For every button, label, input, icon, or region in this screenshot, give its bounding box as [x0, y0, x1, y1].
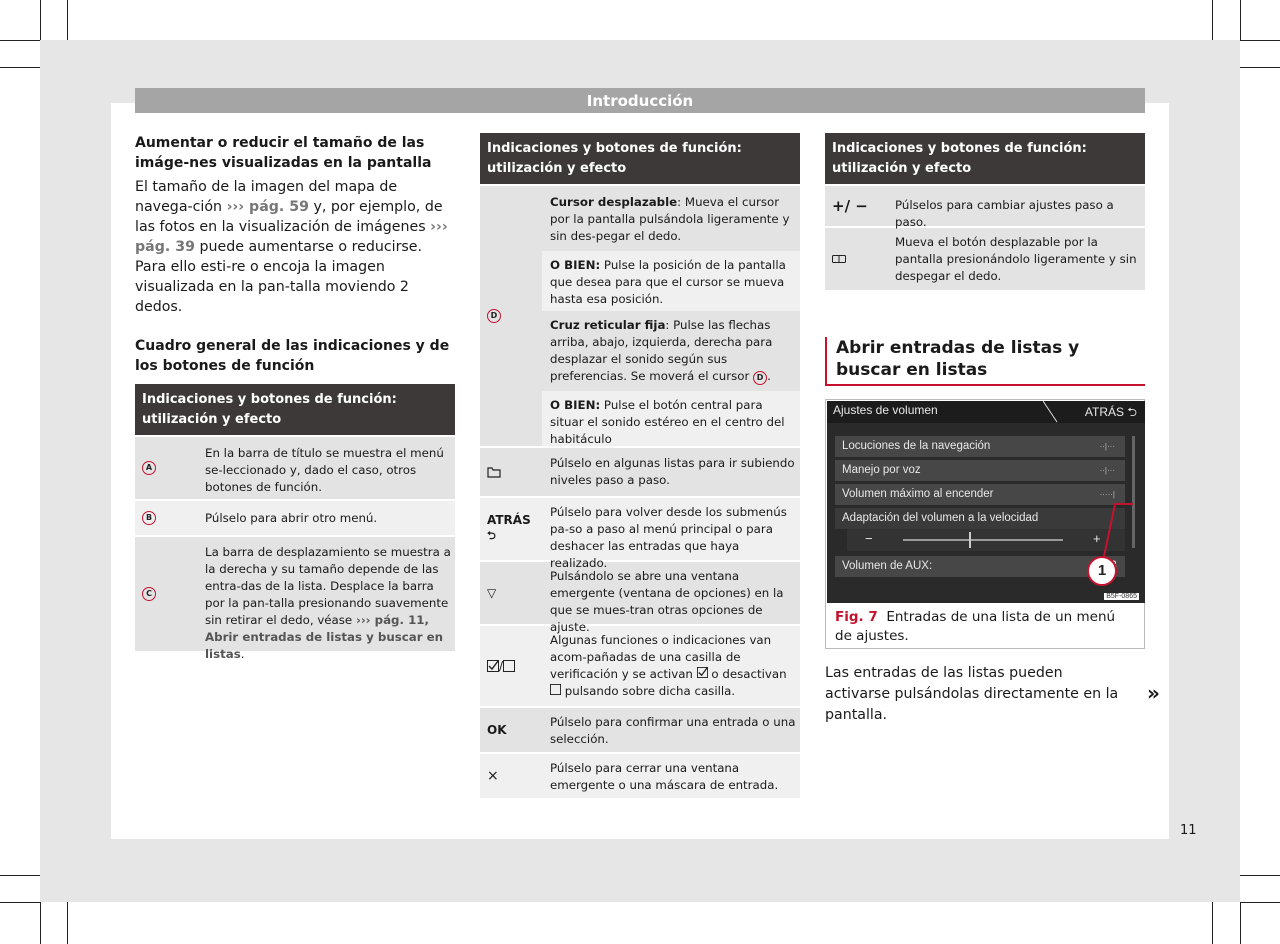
crop-mark	[0, 902, 40, 903]
back-arrow-icon: ⮌	[487, 528, 496, 542]
page-reference-link[interactable]: ››› pág. 39	[135, 219, 448, 255]
table-row	[480, 708, 800, 752]
crop-mark	[0, 40, 40, 41]
table-row	[480, 498, 800, 570]
list-item-label: Manejo por voz	[842, 464, 921, 476]
text: Pulse el botón central para situar el sonido estéreo en el centro del habitáculo	[550, 398, 785, 446]
plus-minus-icon: +/ −	[832, 197, 868, 215]
minus-button[interactable]: −	[865, 531, 873, 546]
page-reference-link[interactable]: ››› pág. 11, Abrir entradas de listas y buscar en listas	[205, 613, 444, 661]
checkbox-empty-icon	[503, 660, 515, 672]
row-text: Púlselo para cerrar una ventana emergente o una máscara de entrada.	[550, 761, 779, 792]
caption-text: Entradas de una lista de un menú de ajustes.	[835, 609, 1116, 644]
figure-label: Fig. 7	[835, 609, 878, 625]
text: Pulse la posición de la pantalla que desea para que el cursor se mueva hasta esa posición.	[550, 258, 786, 306]
term: O BIEN:	[550, 258, 601, 272]
figure-caption	[835, 608, 1135, 646]
crop-mark	[1212, 902, 1213, 944]
level-indicator-icon: ··|···	[1099, 442, 1115, 451]
separator: /	[499, 659, 504, 673]
list-item-label: Volumen máximo al encender	[842, 488, 994, 500]
row-text	[542, 251, 800, 311]
table-row	[480, 754, 800, 798]
crop-mark	[0, 67, 40, 68]
table-row-d	[480, 186, 800, 446]
crop-mark	[67, 902, 68, 944]
table-row	[480, 562, 800, 634]
row-text	[542, 391, 800, 446]
row-text: Púlselos para cambiar ajustes paso a paso.	[895, 198, 1114, 229]
label-b-icon: B	[142, 511, 156, 525]
text: .	[240, 647, 245, 661]
row-text	[542, 186, 800, 251]
list-item-label: Volumen de AUX:	[842, 560, 933, 572]
back-button[interactable]: ATRÁS ⮌	[1084, 405, 1137, 419]
figure-7	[825, 399, 1145, 649]
checkbox-checked-icon	[697, 667, 708, 678]
row-text: Mueva el botón desplazable por la pantalla presionándolo ligeramente y sin despegar el dedo.	[895, 235, 1137, 283]
plus-button[interactable]: +	[1093, 531, 1101, 546]
row-text	[542, 626, 800, 706]
label-a-icon: A	[142, 461, 156, 475]
table-row	[480, 626, 800, 706]
checkbox-empty-icon	[550, 684, 561, 695]
crop-mark	[1240, 67, 1280, 68]
crop-mark	[0, 875, 40, 876]
crop-mark	[1240, 40, 1280, 41]
folder-icon	[480, 448, 542, 496]
text: Algunas funciones o indicaciones van acom-pañadas de una casilla de verificación y se activan	[550, 633, 772, 681]
callout-marker: 1	[1087, 556, 1117, 586]
paragraph-lists: Las entradas de las listas pueden activarse pulsándolas directamente en la pantalla.	[825, 665, 1119, 723]
label-d-icon: D	[487, 309, 501, 323]
table-row	[135, 501, 455, 535]
checkbox-key	[480, 626, 542, 706]
label-c-icon: C	[142, 587, 156, 601]
column-left	[135, 133, 455, 661]
column-middle	[480, 133, 800, 798]
text: y, por ejemplo, de las fotos en la visualización de imágenes	[135, 199, 443, 235]
row-text: Púlselo para confirmar una entrada o una selección.	[550, 715, 796, 746]
checkbox-checked-icon	[487, 660, 499, 672]
row-text: Pulsándolo se abre una ventana emergente (ventana de opciones) en la que se mues-tran otras opciones de ajuste.	[550, 569, 784, 634]
text: : Mueva el cursor por la pantalla pulsándola ligeramente y sin des-pegar el dedo.	[550, 195, 790, 243]
term: Cursor desplazable	[550, 195, 678, 209]
table-header: Indicaciones y botones de función: utilización y efecto	[480, 133, 800, 184]
text: El tamaño de la imagen del mapa de navega-ción	[135, 179, 398, 215]
row-text: Púlselo para abrir otro menú.	[205, 511, 378, 525]
row-text: Púlselo para volver desde los submenús pa-so a paso al menú principal o para deshacer las entradas que haya realizado.	[550, 505, 787, 570]
dropdown-triangle-icon: ▽	[487, 586, 497, 600]
list-item-label: Locuciones de la navegación	[842, 440, 991, 452]
term: O BIEN:	[550, 398, 601, 412]
text: pulsando sobre dicha casilla.	[561, 684, 736, 698]
table-header: Indicaciones y botones de función: utilización y efecto	[825, 133, 1145, 184]
column-right	[825, 133, 1145, 290]
crop-mark	[1240, 902, 1280, 903]
function-table-1	[135, 384, 455, 661]
crop-mark	[1240, 0, 1241, 40]
table-row	[480, 448, 800, 496]
level-indicator-icon: ·····|	[1099, 490, 1115, 499]
table-row	[825, 228, 1145, 290]
text: La barra de desplazamiento se muestra a la derecha y su tamaño depende de las entra-das de la lista. Desplace la barra por la pan-talla presionando suavemente sin retirar el dedo, véase	[205, 545, 451, 627]
slider-icon	[825, 228, 887, 290]
section-title: Abrir entradas de listas y buscar en listas	[825, 337, 1145, 386]
crop-mark	[1240, 875, 1280, 876]
table-row	[135, 437, 455, 499]
continue-arrow-icon: »	[1147, 681, 1160, 705]
d-cells	[542, 186, 800, 446]
text: .	[767, 369, 771, 383]
level-indicator-icon: ··|···	[1099, 466, 1115, 475]
list-item-label: Adaptación del volumen a la velocidad	[842, 512, 1039, 524]
crop-mark	[1240, 902, 1241, 944]
row-text	[197, 537, 455, 661]
ok-label: OK	[487, 723, 507, 737]
row-text: Púlselo en algunas listas para ir subiendo niveles paso a paso.	[550, 456, 795, 487]
crop-mark	[1212, 0, 1213, 40]
row-text	[542, 311, 800, 391]
back-label: ATRÁS	[487, 512, 531, 527]
table-row	[135, 537, 455, 661]
page-reference-link[interactable]: ››› pág. 59	[226, 199, 309, 215]
text: puede aumentarse o reducirse. Para ello esti-re o encoja la imagen visualizada en la pan-talla moviendo 2 dedos.	[135, 239, 423, 315]
table-header: Indicaciones y botones de función: utilización y efecto	[135, 384, 455, 435]
row-text: En la barra de título se muestra el menú se-leccionado y, dado el caso, otros botones de función.	[205, 446, 444, 494]
screen-title: Ajustes de volumen	[833, 403, 938, 417]
text: : Pulse las flechas arriba, abajo, izquierda, derecha para desplazar el sonido según sus preferencias. Se moverá el cursor	[550, 318, 773, 383]
text: o desactivan	[707, 667, 787, 681]
heading-zoom: Aumentar o reducir el tamaño de las imáge-nes visualizadas en la pantalla	[135, 135, 432, 171]
crop-mark	[40, 902, 41, 944]
section-header: Introducción	[135, 88, 1145, 113]
crop-mark	[67, 0, 68, 40]
table-row	[825, 186, 1145, 229]
term: Cruz reticular fija	[550, 318, 666, 332]
close-icon: ×	[487, 768, 499, 784]
infotainment-screen	[827, 401, 1145, 603]
heading-overview: Cuadro general de las indicaciones y de los botones de función	[135, 338, 450, 374]
crop-mark	[40, 0, 41, 40]
paragraph-zoom	[135, 177, 455, 317]
page-number: 11	[1180, 823, 1197, 838]
label-d-icon: D	[753, 371, 767, 385]
figure-code: B5F-0865	[1106, 593, 1137, 600]
back-key	[480, 498, 542, 560]
